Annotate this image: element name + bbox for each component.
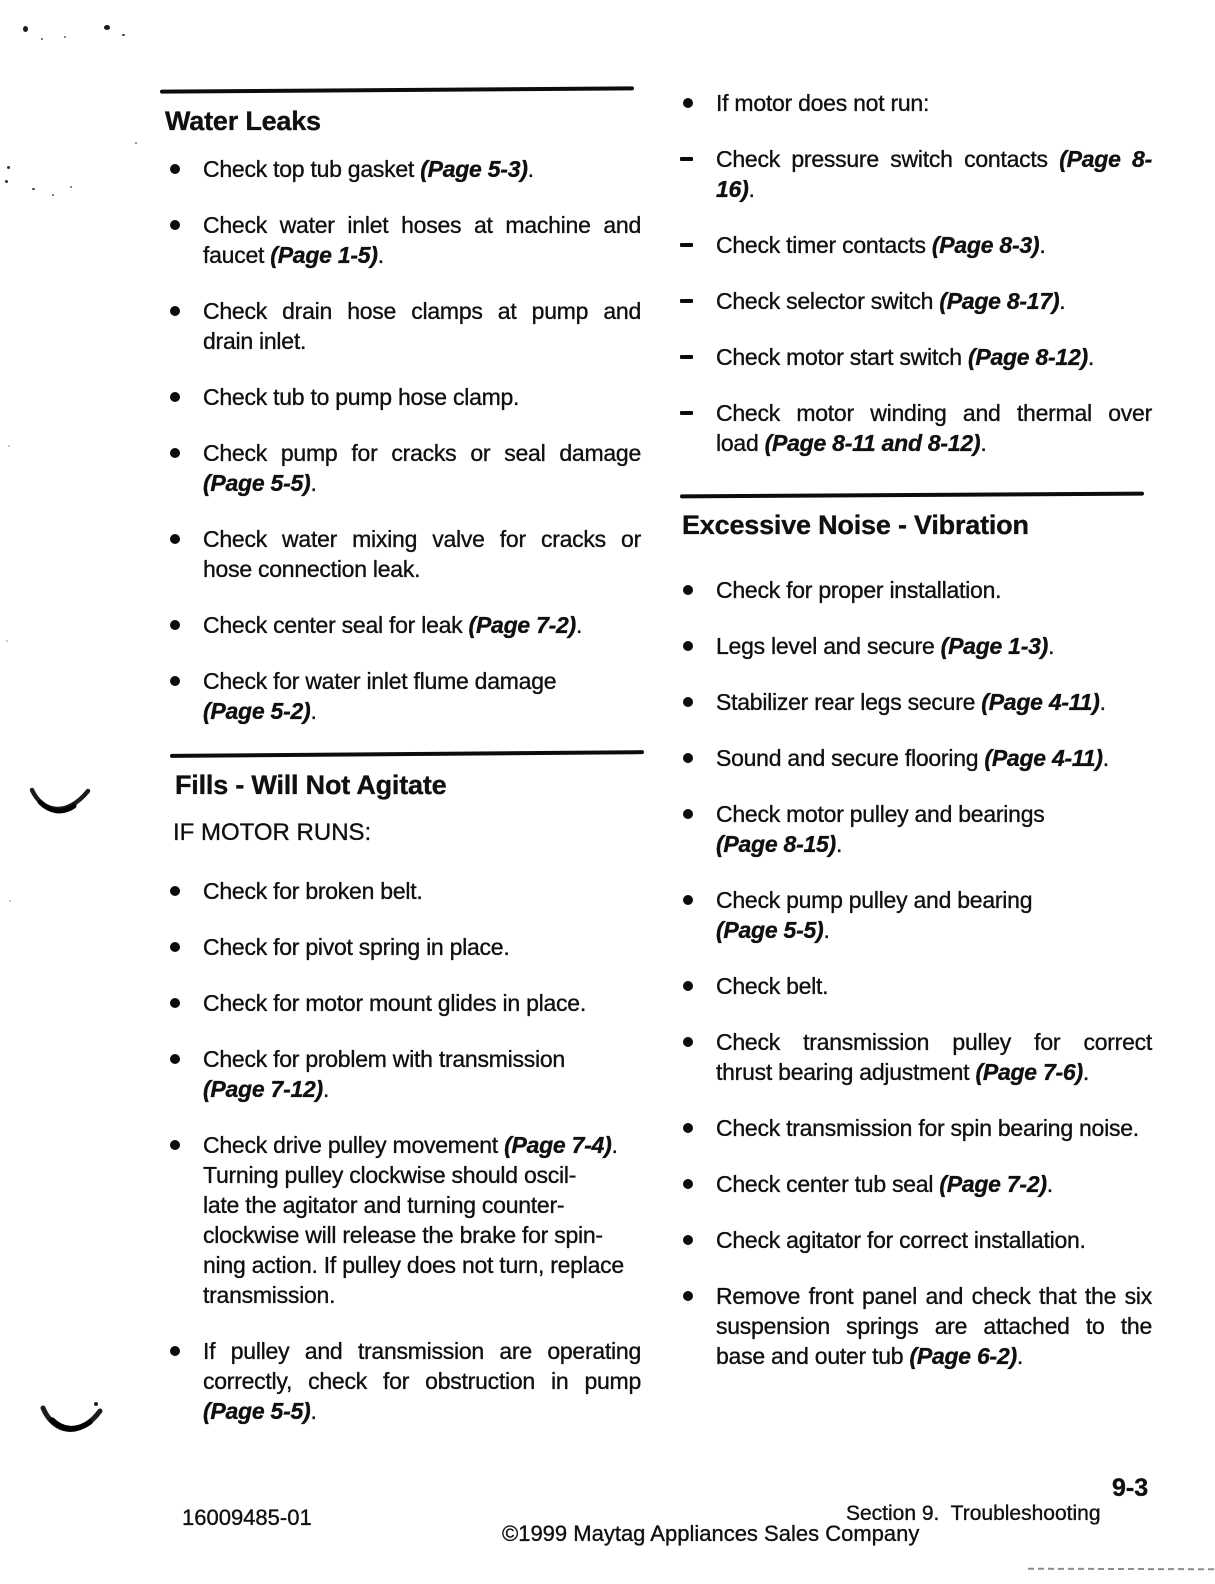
text-line: Check top tub gasket (Page 5-3). (203, 156, 534, 182)
scan-speck (5, 180, 8, 183)
text-line: Check for motor mount glides in place. (203, 990, 586, 1016)
list-item (203, 438, 641, 498)
text-line: transmission. (203, 1282, 336, 1308)
text-line: thrust bearing adjustment (Page 7-6). (716, 1059, 1090, 1085)
list-item (203, 382, 641, 412)
text-line: Check for problem with transmission (203, 1046, 565, 1072)
text-line: Check pump for cracks or seal damage (203, 440, 641, 466)
scan-speck (41, 38, 43, 40)
text-line: Sound and secure flooring (Page 4-11). (716, 745, 1109, 771)
scan-speck (6, 640, 8, 642)
text-line: (Page 5-5). (203, 470, 317, 496)
scan-speck (135, 142, 137, 144)
section-divider-rule (680, 492, 1144, 499)
motor-checklist (678, 88, 1152, 458)
text-line: (Page 8-15). (716, 831, 843, 857)
text-line: Legs level and secure (Page 1-3). (716, 633, 1055, 659)
text-line: Check for proper installation. (716, 577, 1002, 603)
list-item (203, 1044, 641, 1104)
text-line: suspension springs are attached to the (716, 1313, 1152, 1339)
scan-speck (32, 188, 35, 190)
text-line: drain inlet. (203, 328, 307, 354)
text-line: Check drive pulley movement (Page 7-4). (203, 1132, 618, 1158)
list-item (716, 88, 1152, 118)
list-item (716, 398, 1152, 458)
bullet-marker (683, 1179, 693, 1189)
text-line: Check belt. (716, 973, 829, 999)
list-item (716, 1027, 1152, 1087)
list-item (203, 1336, 641, 1426)
text-line: load (Page 8-11 and 8-12). (716, 430, 987, 456)
section-label: Section 9. Troubleshooting (846, 1502, 1101, 1525)
text-line: (Page 5-2). (203, 698, 317, 724)
bullet-marker (683, 753, 693, 763)
text-line: 16). (716, 176, 755, 202)
bullet-marker (170, 886, 180, 896)
dash-marker (680, 355, 693, 359)
scan-speck (9, 900, 11, 902)
text-line: Check agitator for correct installation. (716, 1227, 1086, 1253)
list-item (203, 296, 641, 356)
bullet-marker (170, 942, 180, 952)
scan-edge-artifact (1028, 1568, 1214, 1570)
text-line: Check for water inlet flume damage (203, 668, 557, 694)
bullet-marker (683, 697, 693, 707)
list-item (716, 1281, 1152, 1371)
bullet-marker (170, 1346, 180, 1356)
text-line: base and outer tub (Page 6-2). (716, 1343, 1024, 1369)
bullet-marker (683, 1235, 693, 1245)
list-item (716, 342, 1152, 372)
text-line: hose connection leak. (203, 556, 421, 582)
text-line: Check for pivot spring in place. (203, 934, 510, 960)
intro-text: IF MOTOR RUNS: (173, 819, 372, 846)
section-divider-rule (160, 86, 634, 93)
dash-marker (680, 299, 693, 303)
text-line: Check selector switch (Page 8-17). (716, 288, 1066, 314)
bullet-marker (683, 585, 693, 595)
bullet-marker (170, 676, 180, 686)
text-line: late the agitator and turning counter- (203, 1192, 565, 1218)
list-item (203, 988, 641, 1018)
list-item (716, 687, 1152, 717)
list-item (716, 743, 1152, 773)
list-item (716, 631, 1152, 661)
dash-marker (680, 411, 693, 415)
list-item (716, 1113, 1152, 1143)
bullet-marker (170, 306, 180, 316)
list-item (203, 154, 641, 184)
list-item (203, 666, 641, 726)
text-line: clockwise will release the brake for spin- (203, 1222, 603, 1248)
section-water-leaks (165, 88, 641, 726)
page-number: 9-3 (1112, 1474, 1149, 1502)
text-line: Check tub to pump hose clamp. (203, 384, 520, 410)
bullet-marker (683, 895, 693, 905)
bullet-marker (683, 981, 693, 991)
bullet-marker (683, 1291, 693, 1301)
scan-speck (23, 26, 28, 32)
list-item (203, 1130, 641, 1310)
dash-marker (680, 157, 693, 161)
list-item (716, 971, 1152, 1001)
scan-speck (70, 186, 72, 188)
text-line: (Page 5-5). (716, 917, 830, 943)
list-item (716, 885, 1152, 945)
bullet-marker (170, 534, 180, 544)
list-item (203, 932, 641, 962)
bullet-marker (170, 220, 180, 230)
fills-checklist (165, 876, 641, 1426)
text-line: Turning pulley clockwise should oscil- (203, 1162, 577, 1188)
text-line: (Page 7-12). (203, 1076, 330, 1102)
text-line: If pulley and transmission are operating (203, 1338, 641, 1364)
scan-speck (64, 36, 66, 38)
text-line: Check pressure switch contacts (Page 8- (716, 146, 1153, 172)
scan-speck (122, 34, 125, 36)
section-heading-noise: Excessive Noise - Vibration (682, 510, 1029, 540)
bullet-marker (170, 998, 180, 1008)
copyright-line: ©1999 Maytag Appliances Sales Company (502, 1521, 920, 1546)
text-line: Check water mixing valve for cracks or (203, 526, 641, 552)
list-item (203, 210, 641, 270)
bullet-marker (170, 164, 180, 174)
doc-number: 16009485-01 (182, 1505, 312, 1530)
text-line: Stabilizer rear legs secure (Page 4-11). (716, 689, 1106, 715)
list-item (716, 230, 1152, 260)
section-fills-will-not-agitate (165, 752, 641, 1426)
list-item (716, 1169, 1152, 1199)
text-line: Check pump pulley and bearing (716, 887, 1033, 913)
dash-marker (680, 243, 693, 247)
text-line: Check water inlet hoses at machine and (203, 212, 641, 238)
text-line: correctly, check for obstruction in pump (203, 1368, 641, 1394)
text-line: Check for broken belt. (203, 878, 423, 904)
section-motor-does-not-run (678, 88, 1152, 458)
list-item (716, 286, 1152, 316)
noise-checklist (678, 575, 1152, 1371)
text-line: If motor does not run: (716, 90, 930, 116)
bullet-marker (170, 1140, 180, 1150)
list-item (716, 575, 1152, 605)
text-line: ning action. If pulley does not turn, replace (203, 1252, 624, 1278)
bullet-marker (683, 809, 693, 819)
bullet-marker (170, 392, 180, 402)
right-column (678, 88, 1152, 1371)
scan-smudge (28, 778, 98, 828)
bullet-marker (683, 98, 693, 108)
text-line: Check motor start switch (Page 8-12). (716, 344, 1095, 370)
list-item (203, 610, 641, 640)
text-line: Remove front panel and check that the six (716, 1283, 1152, 1309)
section-heading-fills: Fills - Will Not Agitate (175, 770, 447, 800)
scan-speck (104, 25, 110, 30)
section-heading-water-leaks: Water Leaks (165, 106, 321, 136)
text-line: faucet (Page 1-5). (203, 242, 384, 268)
text-line: (Page 5-5). (203, 1398, 317, 1424)
scan-speck (52, 194, 54, 196)
text-line: Check center tub seal (Page 7-2). (716, 1171, 1053, 1197)
scan-smudge (38, 1392, 113, 1447)
scan-speck (8, 445, 10, 447)
list-item (203, 524, 641, 584)
bullet-marker (170, 620, 180, 630)
list-item (203, 876, 641, 906)
section-excessive-noise-vibration (678, 493, 1152, 1371)
scan-speck (7, 166, 10, 169)
list-item (716, 1225, 1152, 1255)
text-line: Check transmission pulley for correct (716, 1029, 1152, 1055)
text-line: Check motor winding and thermal over (716, 400, 1152, 426)
text-line: Check transmission for spin bearing noise. (716, 1115, 1139, 1141)
bullet-marker (170, 1054, 180, 1064)
bullet-marker (683, 1037, 693, 1047)
text-line: Check drain hose clamps at pump and (203, 298, 641, 324)
text-line: Check motor pulley and bearings (716, 801, 1045, 827)
section-divider-rule (170, 750, 644, 758)
list-item (716, 799, 1152, 859)
bullet-marker (683, 1123, 693, 1133)
water-leaks-checklist (165, 154, 641, 726)
text-line: Check timer contacts (Page 8-3). (716, 232, 1046, 258)
bullet-marker (683, 641, 693, 651)
list-item (716, 144, 1152, 204)
text-line: Check center seal for leak (Page 7-2). (203, 612, 583, 638)
bullet-marker (170, 448, 180, 458)
left-column (165, 85, 641, 1426)
